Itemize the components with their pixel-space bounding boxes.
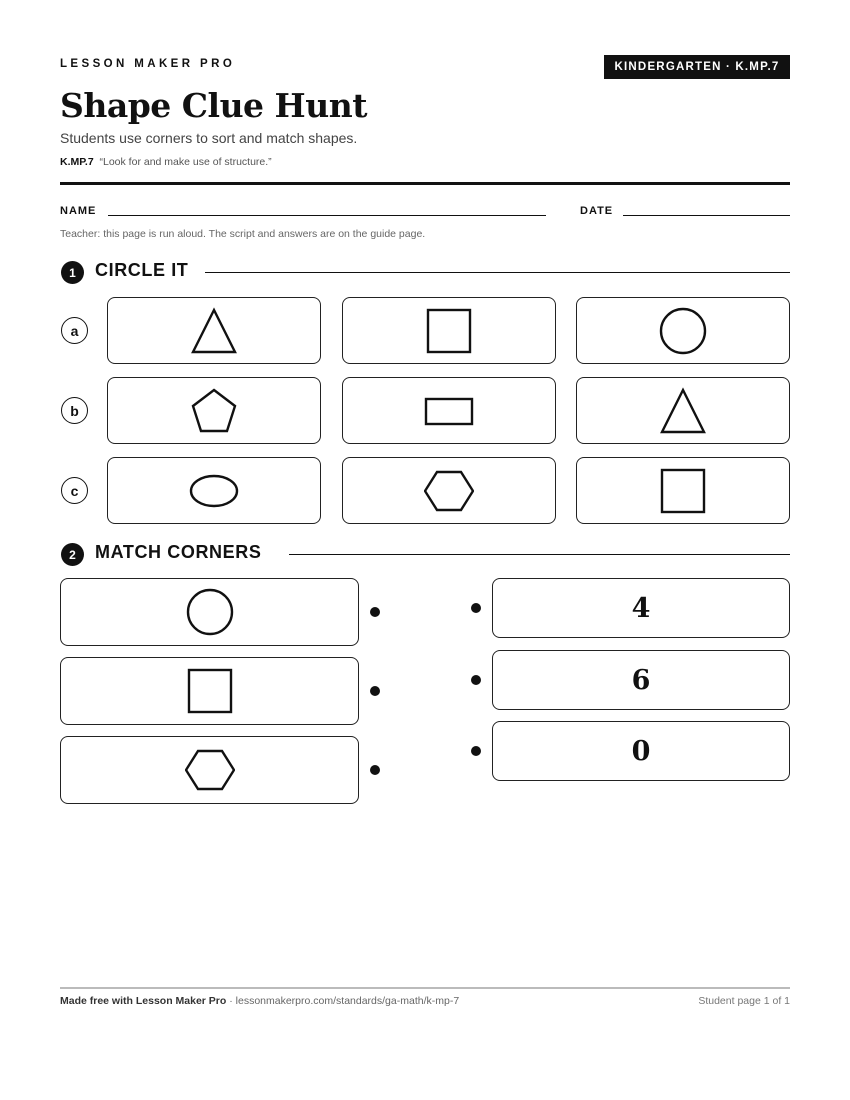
section-1-title: CIRCLE IT — [95, 260, 189, 280]
match-shape-card — [60, 578, 359, 646]
footer-made-with: Made free with Lesson Maker Pro — [60, 995, 227, 1007]
rectangle-icon — [424, 386, 474, 436]
match-number-card — [492, 650, 790, 710]
match-shape-card — [60, 657, 359, 725]
section-2-title: MATCH CORNERS — [95, 542, 262, 562]
corner-count: 6 — [631, 664, 651, 696]
shape-card-b-2[interactable] — [342, 377, 556, 444]
triangle-icon — [189, 306, 239, 356]
shape-card-c-1[interactable] — [107, 457, 321, 524]
match-dot-left[interactable] — [370, 765, 380, 775]
match-dot-right[interactable] — [471, 746, 481, 756]
date-field[interactable] — [623, 215, 790, 216]
match-dot-left[interactable] — [370, 607, 380, 617]
match-number-card — [492, 578, 790, 638]
page-subtitle: Students use corners to sort and match shapes. — [60, 130, 358, 146]
row-label-a: a — [61, 317, 88, 344]
pentagon-icon — [189, 386, 239, 436]
row-label-c: c — [61, 477, 88, 504]
shape-card-c-3[interactable] — [576, 457, 790, 524]
shape-card-c-2[interactable] — [342, 457, 556, 524]
footer-url: lessonmakerpro.com/standards/ga-math/k-mp-7 — [235, 995, 460, 1007]
match-dot-right[interactable] — [471, 675, 481, 685]
circle-icon — [185, 587, 235, 637]
corner-count: 4 — [631, 592, 651, 624]
match-shape-card — [60, 736, 359, 804]
shape-card-a-2[interactable] — [342, 297, 556, 364]
circle-icon — [658, 306, 708, 356]
footer-credit — [60, 995, 459, 1007]
footer-page-number: Student page 1 of 1 — [698, 995, 790, 1007]
brand-name: LESSON MAKER PRO — [60, 58, 236, 70]
standard-quote: “Look for and make use of structure.” — [99, 156, 272, 168]
name-label: NAME — [60, 205, 97, 217]
row-label-b: b — [61, 397, 88, 424]
footer-divider — [60, 987, 790, 989]
name-field[interactable] — [108, 215, 546, 216]
square-icon — [658, 466, 708, 516]
match-dot-right[interactable] — [471, 603, 481, 613]
date-label: DATE — [580, 205, 614, 217]
section-1-number: 1 — [61, 261, 84, 284]
hexagon-icon — [424, 466, 474, 516]
triangle-icon — [658, 386, 708, 436]
section-2-number: 2 — [61, 543, 84, 566]
square-icon — [185, 666, 235, 716]
match-dot-left[interactable] — [370, 686, 380, 696]
grade-badge: KINDERGARTEN · K.MP.7 — [604, 55, 790, 79]
match-number-card — [492, 721, 790, 781]
oval-icon — [189, 466, 239, 516]
shape-card-b-3[interactable] — [576, 377, 790, 444]
header-divider — [60, 182, 790, 185]
page-title: Shape Clue Hunt — [60, 86, 367, 125]
shape-card-a-3[interactable] — [576, 297, 790, 364]
corner-count: 0 — [631, 735, 651, 767]
standard-line — [60, 156, 272, 168]
section-2-rule — [289, 554, 790, 555]
shape-card-a-1[interactable] — [107, 297, 321, 364]
footer-separator: · — [226, 995, 236, 1007]
teacher-note: Teacher: this page is run aloud. The script and answers are on the guide page. — [60, 228, 426, 240]
shape-card-b-1[interactable] — [107, 377, 321, 444]
standard-code: K.MP.7 — [60, 156, 94, 168]
hexagon-icon — [185, 745, 235, 795]
square-icon — [424, 306, 474, 356]
section-1-rule — [205, 272, 790, 273]
